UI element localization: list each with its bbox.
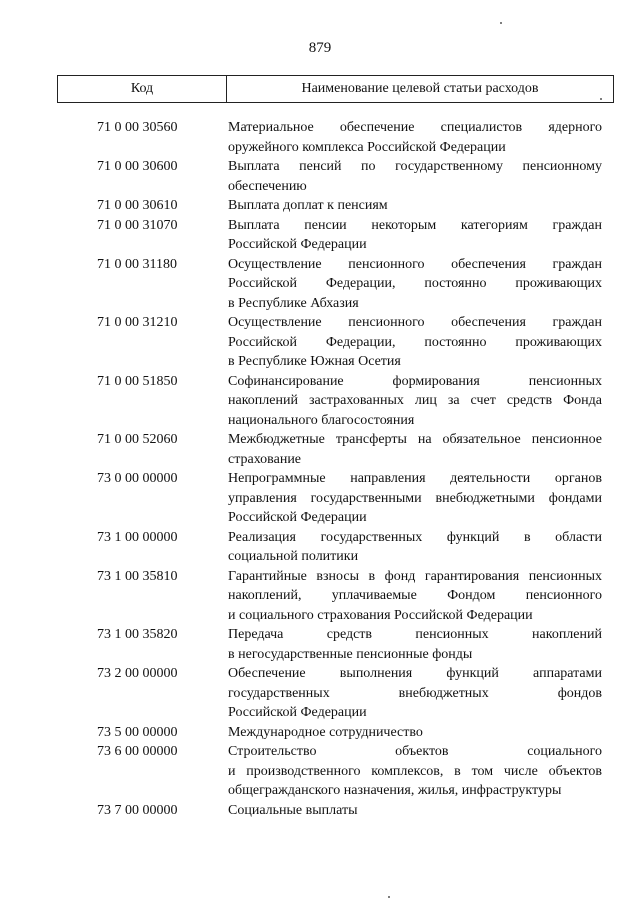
row-name <box>228 157 602 196</box>
row-name-line: Выплата пенсии некоторым категориям граждан <box>228 217 602 233</box>
row-code: 73 5 00 00000 <box>97 724 178 740</box>
table-row <box>57 528 614 567</box>
row-name <box>228 528 602 567</box>
column-header-code: Код <box>58 76 227 102</box>
row-code: 71 0 00 30600 <box>97 159 178 174</box>
row-name <box>228 664 602 723</box>
row-code: 73 1 00 35820 <box>97 627 178 642</box>
row-name-line: Непрограммные направления деятельности органов <box>228 471 602 486</box>
row-name-line: в негосударственные пенсионные фонды <box>228 646 473 662</box>
table-body <box>57 118 614 820</box>
row-name <box>228 118 602 157</box>
row-name-line: Гарантийные взносы в фонд гарантирования пенсионных <box>228 568 602 584</box>
row-name <box>228 723 602 743</box>
row-name-line: оружейного комплекса Российской Федерации <box>228 139 506 155</box>
row-name-line: Софинансирование формирования пенсионных <box>228 373 602 389</box>
table-row <box>57 196 614 216</box>
row-name <box>228 567 602 626</box>
row-name-line: Материальное обеспечение специалистов ядерного <box>228 120 602 135</box>
row-name-line: и производственного комплексов, в том числе объектов <box>228 763 602 779</box>
row-code: 73 1 00 00000 <box>97 529 178 545</box>
scan-speck <box>500 22 502 24</box>
row-name <box>228 255 602 314</box>
table-row <box>57 801 614 821</box>
row-name <box>228 469 602 528</box>
row-name-line: управления государственными внебюджетными фондами <box>228 490 602 506</box>
row-name-line: Осуществление пенсионного обеспечения граждан <box>228 315 602 330</box>
table-row <box>57 313 614 372</box>
row-code: 73 6 00 00000 <box>97 744 178 759</box>
table-row <box>57 372 614 431</box>
row-code: 71 0 00 31070 <box>97 217 178 233</box>
row-name-line: Осуществление пенсионного обеспечения граждан <box>228 256 602 272</box>
table-row <box>57 430 614 469</box>
table-row <box>57 157 614 196</box>
row-name <box>228 372 602 431</box>
row-name-line: Выплата доплат к пенсиям <box>228 198 388 213</box>
row-name-line: в Республике Абхазия <box>228 295 359 311</box>
scan-speck <box>600 98 602 100</box>
table-row <box>57 723 614 743</box>
table-row <box>57 255 614 314</box>
row-name-line: Обеспечение выполнения функций аппаратами <box>228 666 602 681</box>
row-name-line: Межбюджетные трансферты на обязательное пенсионное <box>228 432 602 447</box>
row-code: 71 0 00 30610 <box>97 198 178 213</box>
row-name-line: Российской Федерации, постоянно проживающих <box>228 276 602 291</box>
row-name-line: и социального страхования Российской Федерации <box>228 607 533 623</box>
row-name-line: Российской Федерации <box>228 705 367 720</box>
row-name-line: национального благосостояния <box>228 412 415 428</box>
row-code: 71 0 00 31180 <box>97 256 177 272</box>
row-name-line: Выплата пенсий по государственному пенсионному <box>228 159 602 174</box>
row-name-line: Российской Федерации <box>228 237 367 252</box>
row-code: 73 7 00 00000 <box>97 802 178 818</box>
table-row <box>57 664 614 723</box>
row-code: 71 0 00 51850 <box>97 373 178 389</box>
row-name-line: общегражданского назначения, жилья, инфраструктуры <box>228 783 562 798</box>
row-name <box>228 801 602 821</box>
row-code: 71 0 00 52060 <box>97 432 178 447</box>
row-name-line: в Республике Южная Осетия <box>228 354 401 369</box>
table-row <box>57 469 614 528</box>
row-name-line: Реализация государственных функций в области <box>228 529 602 545</box>
row-code: 71 0 00 30560 <box>97 120 178 135</box>
row-code: 73 2 00 00000 <box>97 666 178 681</box>
row-name-line: Строительство объектов социального <box>228 744 602 759</box>
row-name <box>228 216 602 255</box>
row-code: 73 0 00 00000 <box>97 471 178 486</box>
table-row <box>57 567 614 626</box>
row-name <box>228 313 602 372</box>
row-name-line: накоплений, уплачиваемые Фондом пенсионного <box>228 588 602 603</box>
row-name-line: Международное сотрудничество <box>228 724 423 740</box>
table-header <box>57 75 614 103</box>
table-row <box>57 118 614 157</box>
table-row <box>57 625 614 664</box>
row-name-line: обеспечению <box>228 178 307 194</box>
table-row <box>57 742 614 801</box>
row-name <box>228 196 602 216</box>
row-name-line: государственных внебюджетных фондов <box>228 685 602 701</box>
scan-speck <box>388 896 390 898</box>
row-name-line: Социальные выплаты <box>228 802 358 818</box>
row-name <box>228 625 602 664</box>
row-name-line: Передача средств пенсионных накоплений <box>228 627 602 642</box>
row-name-line: Российской Федерации, постоянно проживающих <box>228 334 602 350</box>
row-name-line: страхование <box>228 451 302 467</box>
row-code: 73 1 00 35810 <box>97 568 178 584</box>
row-name-line: накоплений застрахованных лиц за счет средств Фонда <box>228 393 602 408</box>
page-number: 879 <box>308 40 332 56</box>
column-header-name: Наименование целевой статьи расходов <box>301 81 539 96</box>
row-name-line: Российской Федерации <box>228 510 367 525</box>
table-row <box>57 216 614 255</box>
row-code: 71 0 00 31210 <box>97 315 178 330</box>
row-name-line: социальной политики <box>228 549 359 564</box>
row-name <box>228 430 602 469</box>
row-name <box>228 742 602 801</box>
